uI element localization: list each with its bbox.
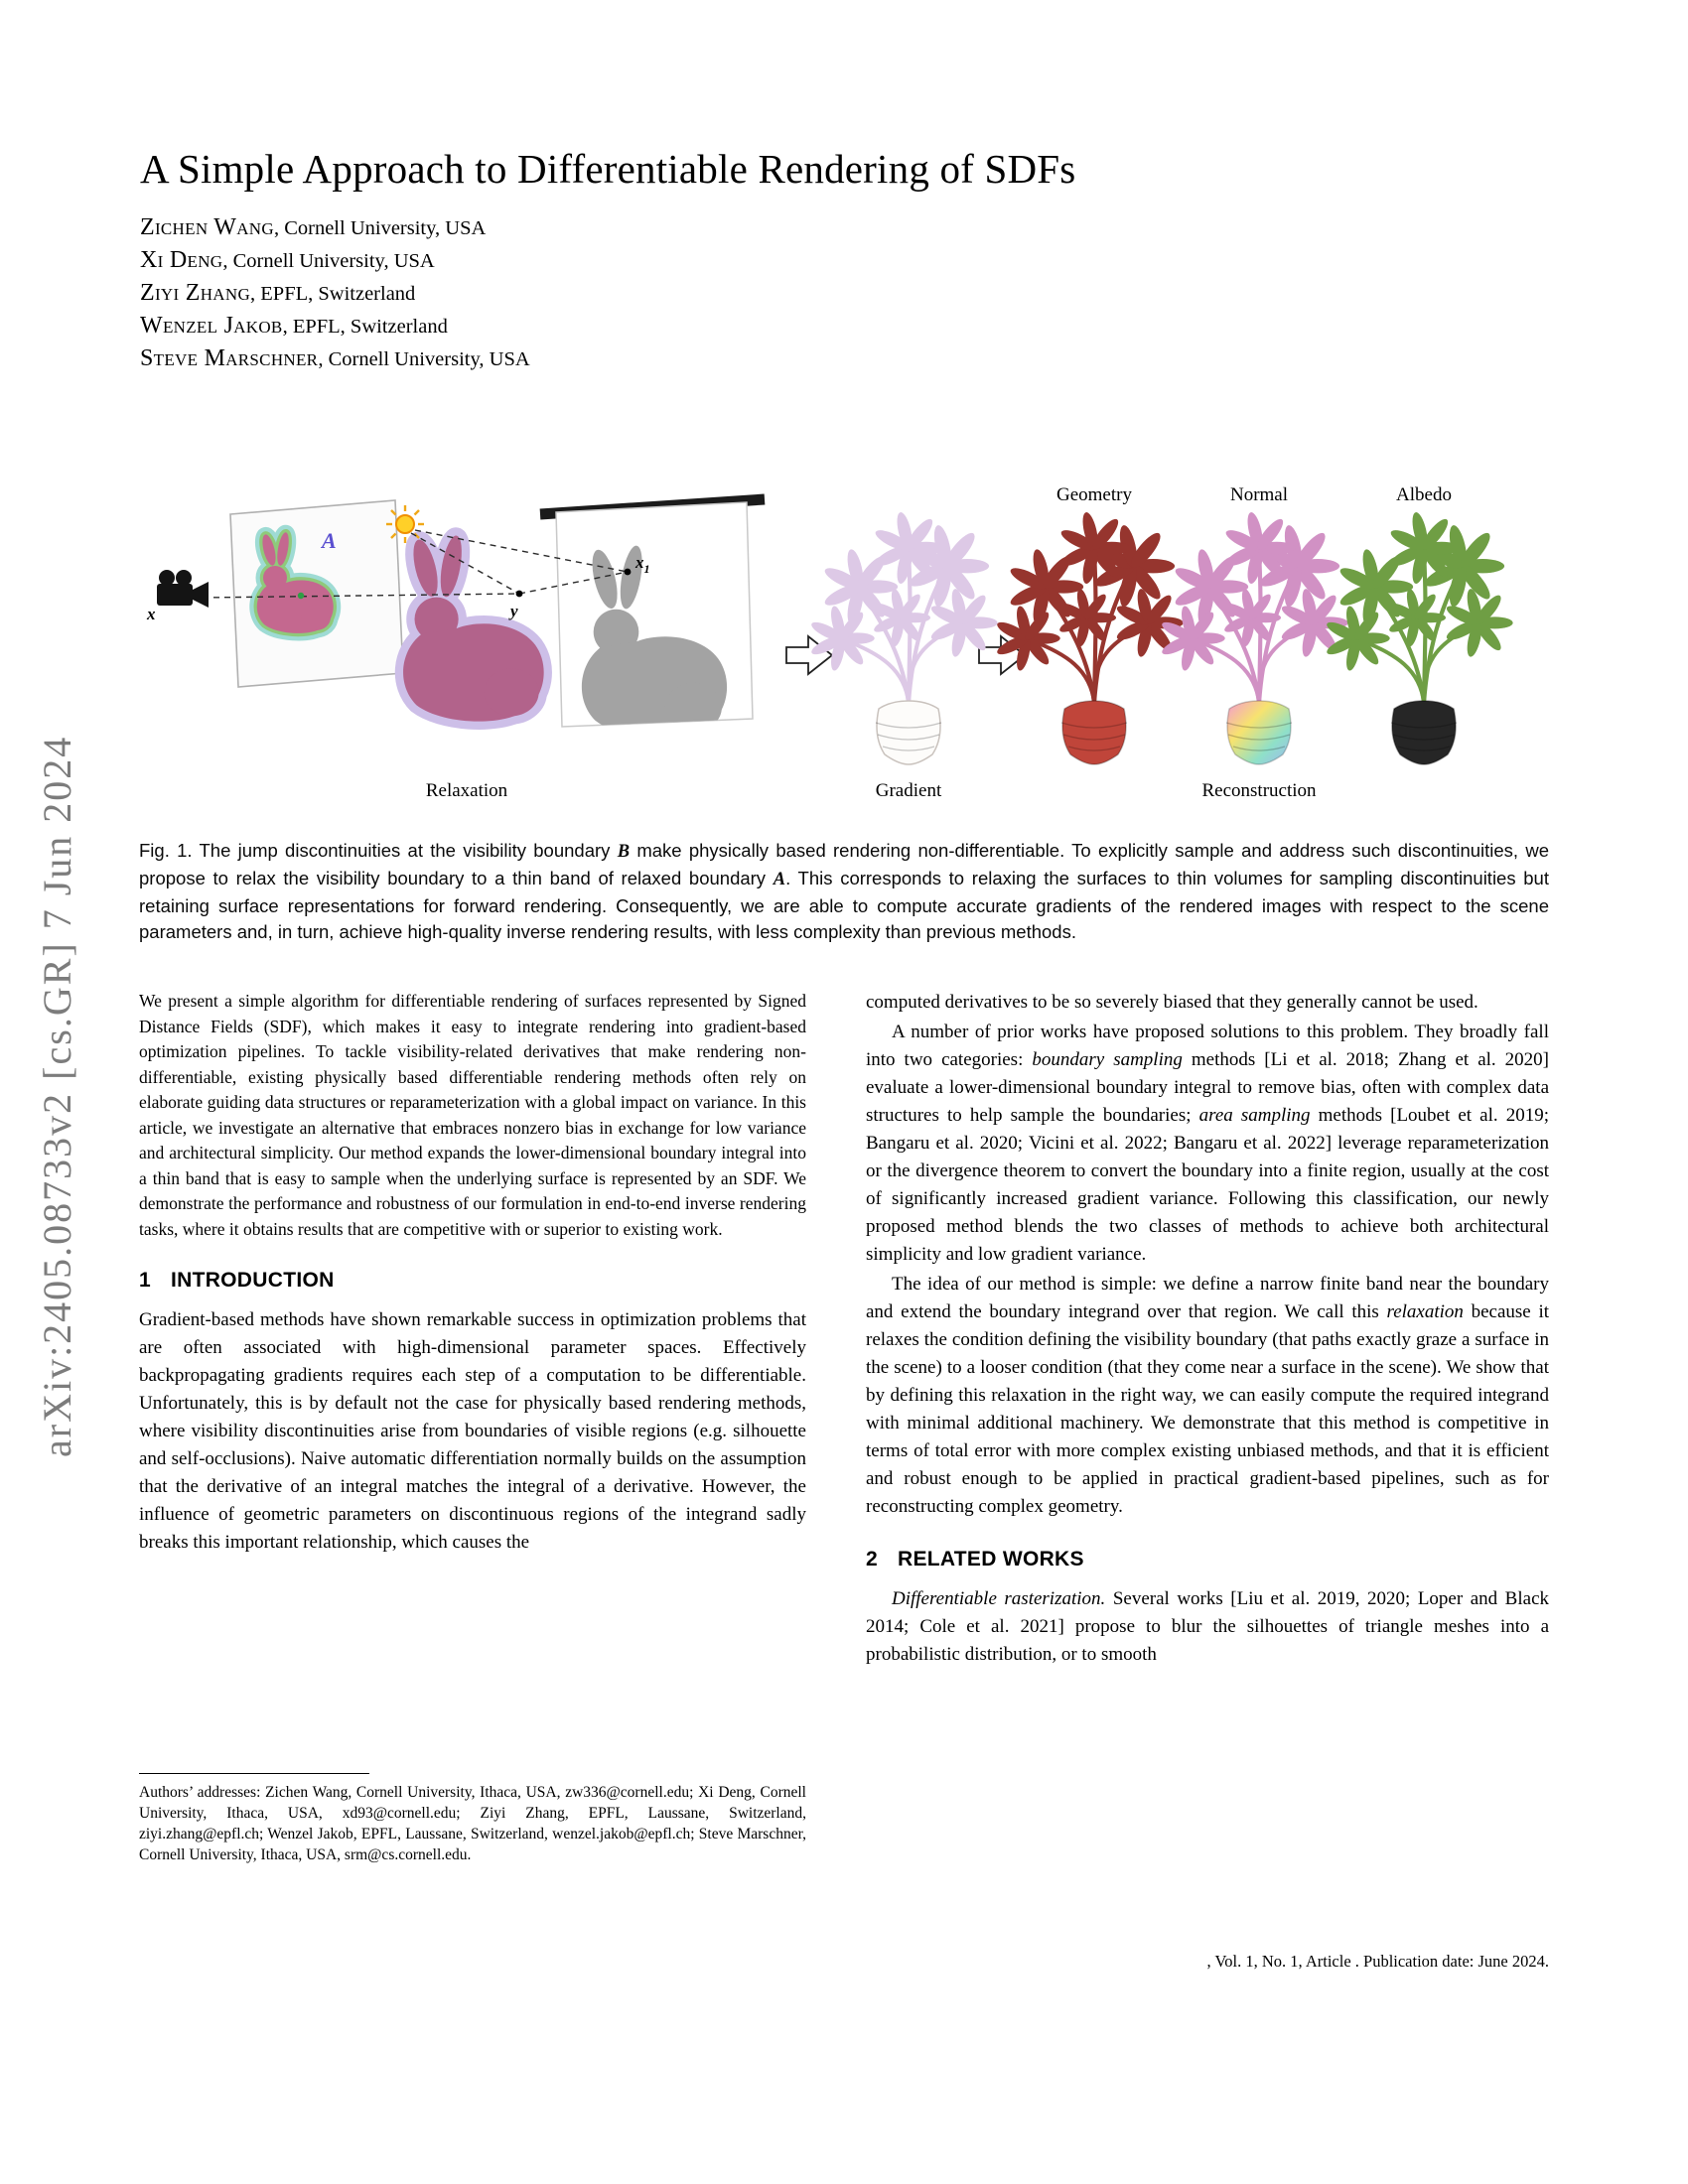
- author-name: Ziyi Zhang: [140, 280, 251, 306]
- label-reconstruction: Reconstruction: [1201, 780, 1317, 801]
- point-sample-dot: [298, 593, 304, 599]
- publication-footer: , Vol. 1, No. 1, Article . Publication date: June 2024.: [1206, 1952, 1549, 1971]
- author-affiliation: , Cornell University, USA: [273, 217, 487, 239]
- paragraph-method-idea: The idea of our method is simple: we define a narrow finite band near the boundary and extend the boundary integrand over that region. We call this relaxation because it relaxes the condition defining the visibility boundary (that paths exactly graze a surface in the scene) to a looser condition (that they come near a surface in the scene). We show that by defining this relaxation in the right way, we can easily compute the required integrand with minimal additional machinery. We demonstrate that this method is competitive in terms of total error with more complex existing unbiased methods, and that it is efficient and robust enough to be applied in practical gradient-based pipelines, such as for reconstructing complex geometry.: [866, 1274, 1550, 1517]
- label-relaxation: Relaxation: [425, 780, 508, 801]
- left-column: [139, 989, 806, 1557]
- section-heading-introduction: 1 INTRODUCTION: [139, 1269, 335, 1292]
- label-normal: Normal: [1229, 486, 1289, 505]
- author-line: [140, 245, 1034, 278]
- author-affiliation: , EPFL, Switzerland: [250, 283, 416, 305]
- label-x1: $x_1$: [635, 553, 650, 576]
- author-name: Steve Marschner: [140, 345, 319, 371]
- plant-albedo: [1325, 511, 1513, 764]
- label-geometry: Geometry: [1056, 486, 1132, 505]
- intro-paragraph: Gradient-based methods have shown remarkable success in optimization problems that are often associated with high-dimensional parameter spaces. Effectively backpropagating gradients requires each step of a computation to be differentiable. Unfortunately, this is by default not the case for physically based rendering methods, where visibility discontinuities arise from boundaries of visible regions (e.g. silhouette and self-occlusions). Naive automatic differentiation normally builds on the assumption that the derivative of an integral matches the integral of a derivative. However, the influence of geometric parameters on discontinuous regions of the integrand sadly breaks this important relationship, which causes the: [139, 1309, 806, 1553]
- script-A: A: [773, 869, 786, 889]
- script-B: B: [617, 842, 631, 862]
- label-albedo: Albedo: [1396, 486, 1452, 505]
- author-block: [140, 212, 1034, 376]
- label-gradient: Gradient: [875, 780, 942, 801]
- author-name: Wenzel Jakob: [140, 313, 283, 339]
- abstract-text: We present a simple algorithm for differentiable rendering of surfaces represented by Signed Distance Fields (SDF), which makes it easy to integrate rendering into gradient-based optimization pipelines. To tackle visibility-related derivatives that make rendering non-differentiable, existing physically based differentiable rendering methods often rely on elaborate guiding data structures or reparameterization with a global impact on variance. In this article, we investigate an alternative that embraces nonzero bias in exchange for low variance and architectural simplicity. Our method expands the lower-dimensional boundary integral into a thin band that is easy to sample when the underlying surface is represented by an SDF. We demonstrate the performance and robustness of our formulation in end-to-end inverse rendering tasks, where it obtains results that are competitive with or superior to existing work.: [139, 991, 806, 1239]
- arxiv-banner: arXiv:2405.08733v2 [cs.GR] 7 Jun 2024: [35, 735, 79, 1457]
- point-y-dot: [516, 591, 523, 598]
- author-line: [140, 311, 1034, 343]
- plant-gradient: [809, 511, 998, 764]
- author-name: Xi Deng: [140, 247, 223, 273]
- figure-caption: Fig. 1. The jump discontinuities at the visibility boundary B make physically based rendering non-differentiable. To explicitly sample and address such discontinuities, we propose to relax the visibility boundary to a thin band of relaxed boundary A. This corresponds to relaxing the surfaces to thin volumes for sampling discontinuities but retaining surface representations for forward rendering. Consequently, we are able to compute accurate gradients of the rendered images with respect to the scene parameters and, in turn, achieve high-quality inverse rendering results, with less complexity than previous methods.: [139, 840, 1550, 943]
- label-y: y: [510, 602, 518, 620]
- label-x: x: [147, 605, 156, 623]
- figure-1-svg: [139, 486, 1549, 814]
- paragraph-differentiable-rasterization: Differentiable rasterization. Several works [Liu et al. 2019, 2020; Loper and Black 2014; Cole et al. 2021] propose to blur the silhouettes of triangle meshes into a probabilistic distribution, or to smooth: [866, 1588, 1549, 1665]
- plant-geometry: [995, 511, 1184, 764]
- author-line: [140, 278, 1034, 311]
- camera-icon: [157, 570, 209, 608]
- authors-addresses-footnote: Authors’ addresses: Zichen Wang, Cornell University, Ithaca, USA, zw336@cornell.edu; Xi Deng, Cornell University, Ithaca, USA, xd93@cornell.edu; Ziyi Zhang, EPFL, Laussane, Switzerland, ziyi.zhang@epfl.ch; Wenzel Jakob, EPFL, Laussane, Switzerland, wenzel.jakob@epfl.ch; Steve Marschner, Cornell University, Ithaca, USA, srm@cs.cornell.edu.: [139, 1773, 806, 1865]
- footnote-rule: [139, 1773, 369, 1774]
- figure-1: [139, 486, 1549, 814]
- paragraph-continuation: computed derivatives to be so severely biased that they generally cannot be used.: [866, 992, 1478, 1013]
- bunny-large: [403, 534, 544, 722]
- sun-icon: [386, 505, 424, 543]
- author-affiliation: , Cornell University, USA: [318, 348, 530, 370]
- page-title: A Simple Approach to Differentiable Rendering of SDFs: [140, 146, 1076, 192]
- plant-normal: [1160, 511, 1348, 764]
- label-script-A: A: [322, 528, 337, 553]
- caption-tag: Fig. 1.: [139, 840, 193, 861]
- point-x1-dot: [625, 569, 632, 576]
- author-affiliation: , EPFL, Switzerland: [282, 316, 448, 338]
- right-column: [866, 989, 1549, 1669]
- author-line: [140, 343, 1034, 376]
- author-name: Zichen Wang: [140, 214, 274, 240]
- section-heading-related-works: 2 RELATED WORKS: [866, 1548, 1084, 1570]
- paragraph-prior-works: A number of prior works have proposed solutions to this problem. They broadly fall into two categories: boundary sampling methods [Li et al. 2018; Zhang et al. 2020] evaluate a lower-dimensional boundary integral to remove bias, often with complex data structures to help sample the boundaries; area sampling methods [Loubet et al. 2019; Bangaru et al. 2020; Vicini et al. 2022; Bangaru et al. 2022] leverage reparameterization or the divergence theorem to convert the boundary into a finite region, usually at the cost of significantly increased gradient variance. Following this classification, our newly proposed method blends the two classes of methods to achieve both architectural simplicity and low gradient variance.: [866, 1022, 1550, 1265]
- author-line: [140, 212, 1034, 245]
- author-affiliation: , Cornell University, USA: [222, 250, 435, 272]
